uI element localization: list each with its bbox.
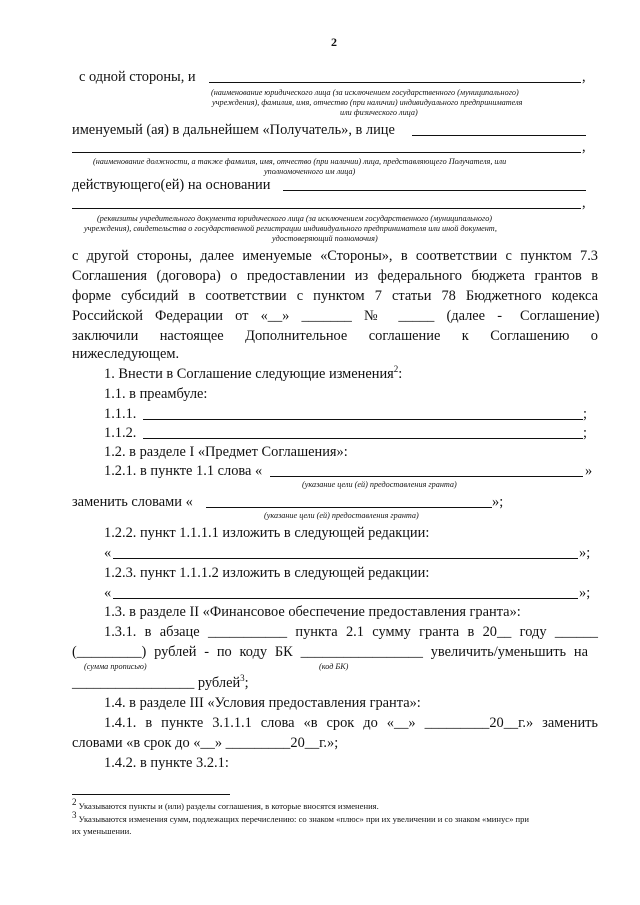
item-1-2-2-field[interactable] [113,558,578,559]
document-page: 2 с одной стороны, и , (наименование юридического лица (за исключением государственного (муниципального) учреждения), фамилия, имя, отчество (при наличии) индивидуального предпринимателя или физического лица) именуемый (ая) в дальнейшем «Получатель», в лице , (наименование должности, а также фамилия, имя, отчество (при наличии) лица, представляющего Получателя, или уполномоченного им лица) действующего(ей) на основании , (реквизиты учредительного документа юридического лица (за исключением государственного (муниципального) учреждения), свидетельства о государственной регистрации индивидуального предпринимателя или иной документ, удостоверяющий полномочия) с другой стороны, далее именуемые «Стороны», в соответствии с пунктом 7.3 Соглашения (договора) о предоставлении из федерального бюджета грантов в форме субсидий в соответствии с пунктом 7 статьи 78 Бюджетного кодекса Российской Федерации от «__» _______ № _____ (далее - Соглашение) заключили настоящее Дополнительное соглашение к Соглашению о нижеследующем. 1. Внести в Соглашение следующие изменения$^2$: 1.1. в преамбуле: 1.1.1. ; 1.1.2. ; 1.2. в разделе I «Предмет Соглашения»: 1.2.1. в пункте 1.1 слова « » (указание цели (ей) предоставления гранта) заменить словами « »; (указание цели (ей) предоставления гранта) 1.2.2. пункт 1.1.1.1 изложить в следующей редакции: « »; 1.2.3. пункт 1.1.1.2 изложить в следующей редакции: « »; 1.3. в разделе II «Финансовое обеспечение предоставления гранта»: 1.3.1. в абзаце ___________ пункта 2.1 сумму гранта в 20__ году ______ (_________) рублей - по коду БК _________________ увеличить/уменьшить на (сумма прописью) (код БК) _________________ рублей$^3$; 1.4. в разделе III «Условия предоставления гранта»: 1.4.1. в пункте 3.1.1.1 слова «в срок до «__» _________20__г.» заменить словами «в срок до «__» _________20__г.»; 1.4.2. в пункте 3.2.1: $^2$ Указываются пункты и (или) разделы соглашения, в которые вносятся изменения. $^3$ Указываются изменения сумм, подлежащих перечислению: со знаком «плюс» при их увеличении и со знаком «минус» при их уменьшении. [72,35,600,836]
item-1-2: 1.2. в разделе I «Предмет Соглашения»: [104,444,348,460]
footnote-2: $^2$ Указываются пункты и (или) разделы соглашения, в которые вносятся изменения. [72,797,379,811]
item-1: 1. Внести в Соглашение следующие изменения$^2$: [104,364,403,382]
basis-field[interactable] [283,190,586,191]
preamble-line-2: Соглашения (договора) о предоставлении из федерального бюджета грантов в [72,268,598,284]
party-line-prefix: с одной стороны, и [79,69,196,85]
item-1-2-1-replace-field[interactable] [206,507,492,508]
note-recipient-2: учреждения), фамилия, имя, отчество (при наличии) индивидуального предпринимателя [212,98,523,107]
item-1-4-2: 1.4.2. в пункте 3.2.1: [104,755,229,771]
note-bk-code: (код БК) [319,662,349,671]
item-1-4-1: 1.4.1. в пункте 3.1.1.1 слова «в срок до «__» _________20__г.» заменить [104,715,598,731]
note-basis-2: учреждения), свидетельства о государственной регистрации индивидуального предпринимателя или иной документ, [84,224,497,233]
preamble-line-3: форме субсидий в соответствии с пунктом 7 статьи 78 Бюджетного кодекса [72,288,598,304]
note-basis-3: удостоверяющий полномочия) [272,234,378,243]
item-1-2-1: 1.2.1. в пункте 1.1 слова « [104,463,263,479]
item-1-4-1-line-2: словами «в срок до «__» _________20__г.»; [72,735,339,751]
item-1-1-2: 1.1.2. [104,425,137,441]
footnote-separator [72,794,230,795]
item-1-2-3-field[interactable] [113,598,578,599]
recipient-named-line: именуемый (ая) в дальнейшем «Получатель», в лице [72,122,395,138]
representative-field-2[interactable] [72,152,581,153]
item-1-2-2: 1.2.2. пункт 1.1.1.1 изложить в следующей редакции: [104,525,430,541]
item-1-1-2-field[interactable] [143,438,583,439]
note-purpose-2: (указание цели (ей) предоставления гранта) [264,511,419,520]
item-1-4: 1.4. в разделе III «Условия предоставления гранта»: [104,695,421,711]
item-1-3: 1.3. в разделе II «Финансовое обеспечение предоставления гранта»: [104,604,521,620]
item-1-1: 1.1. в преамбуле: [104,386,208,402]
item-1-2-1-field[interactable] [270,476,583,477]
basis-line: действующего(ей) на основании [72,177,271,193]
preamble-line-4a: Российской Федерации от «__» _______ № _____ (далее - [72,308,502,324]
preamble-line-5: заключили настоящее Дополнительное соглашение к Соглашению о [72,328,598,344]
note-recipient-1: (наименование юридического лица (за исключением государственного (муниципального) [211,88,519,97]
page-number: 2 [331,35,337,49]
footnote-3: $^3$ Указываются изменения сумм, подлежащих перечислению: со знаком «плюс» при их увеличении и со знаком «минус» при [72,810,530,824]
item-1-2-1-replace: заменить словами « [72,494,193,510]
footnote-3-cont: их уменьшении. [72,826,132,836]
preamble-line-4b: Соглашение) [520,308,600,324]
preamble-line-1: с другой стороны, далее именуемые «Стороны», в соответствии с пунктом 7.3 [72,248,598,264]
basis-field-2[interactable] [72,208,581,209]
note-recipient-3: или физического лица) [340,108,418,117]
note-purpose-1: (указание цели (ей) предоставления гранта) [302,480,457,489]
item-1-3-1-line-3: _________________ рублей$^3$; [72,673,249,691]
note-amount-words: (сумма прописью) [84,662,147,671]
preamble-line-6: нижеследующем. [72,346,180,362]
note-representative-2: уполномоченного им лица) [264,167,356,176]
note-representative-1: (наименование должности, а также фамилия, имя, отчество (при наличии) лица, представляющего Получателя, или [93,157,507,166]
recipient-name-field[interactable] [209,82,581,83]
item-1-1-1-field[interactable] [143,419,583,420]
item-1-1-1: 1.1.1. [104,406,137,422]
item-1-3-1: 1.3.1. в абзаце ___________ пункта 2.1 сумму гранта в 20__ году ______ [104,624,598,640]
representative-field[interactable] [412,135,586,136]
item-1-2-3: 1.2.3. пункт 1.1.1.2 изложить в следующей редакции: [104,565,430,581]
item-1-3-1-line-2: (_________) рублей - по коду БК _________________ увеличить/уменьшить на [72,644,588,660]
note-basis-1: (реквизиты учредительного документа юридического лица (за исключением государственного (муниципального) [97,214,493,223]
